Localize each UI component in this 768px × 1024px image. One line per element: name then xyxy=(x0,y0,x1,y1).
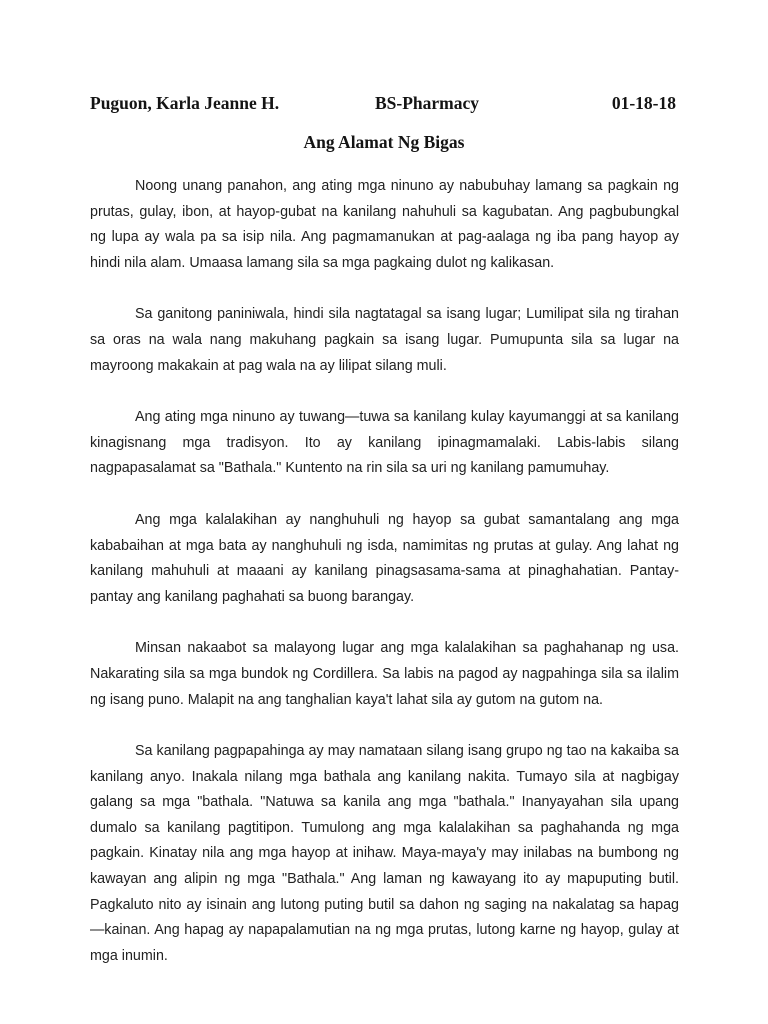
paragraph: Sa kanilang pagpapahinga ay may namataan silang isang grupo ng tao na kakaiba sa kanilang anyo. Inakala nilang mga bathala ang kanilang nakita. Tumayo sila at nagbigay galang sa mga "bathala. "Natuwa sa kanila ang mga "bathala." Inanyayahan sila upang dumalo sa kanilang pagtitipon. Tumulong ang mga kalalakihan sa paghahanda ng mga pagkain. Kinatay nila ang mga hayop at inihaw. Maya-maya'y may inilabas na bumbong ng kawayan ang alipin ng mga "Bathala." Ang laman ng kawayang ito ay mapuputing butil. Pagkaluto nito ay isinain ang lutong puting butil sa dahon ng saging na nakalatag sa hapag—kainan. Ang hapag ay napapalamutian na ng mga prutas, lutong karne ng hayop, gulay at mga inumin. xyxy=(90,743,679,964)
paragraph: Ang ating mga ninuno ay tuwang—tuwa sa kanilang kulay kayumanggi at sa kanilang kinagisnang mga tradisyon. Ito ay kanilang ipinagmamalaki. Labis-labis silang nagpapasalamat sa "Bathala." Kuntento na rin sila sa uri ng kanilang pamumuhay. xyxy=(90,409,679,477)
document-header xyxy=(90,93,676,117)
paragraph: Ang mga kalalakihan ay nanghuhuli ng hayop sa gubat samantalang ang mga kababaihan at mga bata ay nanghuhuli ng isda, namimitas ng prutas at gulay. Ang lahat ng kanilang mahuhuli at maaani ay kanilang pinagsasama-sama at pinaghahatian. Pantay-pantay ang kanilang paghahati sa buong barangay. xyxy=(90,511,679,605)
paragraph: Noong unang panahon, ang ating mga ninuno ay nabubuhay lamang sa pagkain ng prutas, gulay, ibon, at hayop-gubat na kanilang nahuhuli sa kagubatan. Ang pagbubungkal ng lupa ay wala pa sa isip nila. Ang pagmamanukan at pag-aalaga ng iba pang hayop ay hindi nila alam. Umaasa lamang sila sa mga pagkaing dulot ng kalikasan. xyxy=(90,178,679,271)
paragraph: Minsan nakaabot sa malayong lugar ang mga kalalakihan sa paghahanap ng usa. Nakarating sila sa mga bundok ng Cordillera. Sa labis na pagod ay nagpahinga sila sa ilalim ng isang puno. Malapit na ang tanghalian kaya't lahat sila ay gutom na gutom na. xyxy=(90,640,679,708)
document-date: 01-18-18 xyxy=(611,93,676,113)
paragraph: Sa ganitong paniniwala, hindi sila nagtatagal sa isang lugar; Lumilipat sila ng tirahan sa oras na wala nang makuhang pagkain sa isang lugar. Pumupunta sila sa lugar na mayroong makakain at pag wala na ay lilipat silang muli. xyxy=(90,306,679,374)
document-body xyxy=(90,174,679,969)
program-name: BS-Pharmacy xyxy=(375,93,480,113)
author-name: Puguon, Karla Jeanne H. xyxy=(90,93,280,113)
document-title: Ang Alamat Ng Bigas xyxy=(303,132,465,152)
